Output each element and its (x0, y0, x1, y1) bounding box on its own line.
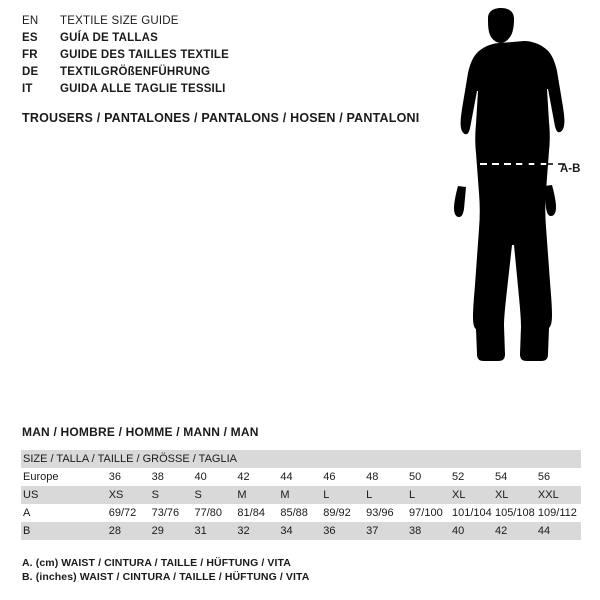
cell-b-8: 40 (451, 525, 465, 537)
table-header-label: SIZE / TALLA / TAILLE / GRÖSSE / TAGLIA (23, 453, 237, 465)
cell-b-2: 31 (194, 525, 207, 537)
language-row-en (22, 15, 362, 32)
cell-us-6: L (366, 489, 373, 501)
language-row-it (22, 83, 362, 100)
figure-container (400, 8, 600, 408)
language-code-de: DE (22, 66, 39, 78)
cell-europe-8: 52 (451, 471, 465, 483)
size-chart-table (21, 450, 581, 540)
footnote-b: B. (inches) WAIST / CINTURA / TAILLE / HÜFTUNG / VITA (22, 571, 310, 583)
cell-europe-9: 54 (494, 471, 508, 483)
cell-us-10: XXL (537, 489, 559, 501)
cell-europe-10: 56 (537, 471, 551, 483)
cell-a-6: 93/96 (366, 507, 394, 519)
cell-us-0: XS (108, 489, 124, 501)
language-text-fr: GUIDE DES TAILLES TEXTILE (60, 49, 229, 61)
footnote-a: A. (cm) WAIST / CINTURA / TAILLE / HÜFTUNG / VITA (22, 557, 291, 569)
table-row (21, 486, 581, 504)
cell-us-1: S (151, 489, 159, 501)
page-title: TROUSERS / PANTALONES / PANTALONS / HOSEN / PANTALONI (22, 111, 420, 125)
table-row (21, 468, 581, 486)
row-label-a: A (23, 507, 31, 519)
cell-a-2: 77/80 (194, 507, 223, 519)
cell-b-5: 36 (323, 525, 336, 537)
language-row-fr (22, 49, 362, 66)
cell-us-3: M (237, 489, 247, 501)
table-row (21, 504, 581, 522)
cell-europe-1: 38 (151, 471, 164, 483)
cell-a-10: 109/112 (537, 507, 577, 519)
language-text-en: TEXTILE SIZE GUIDE (60, 15, 179, 27)
cell-a-4: 85/88 (280, 507, 308, 519)
table-header-row (21, 450, 581, 468)
cell-us-7: L (409, 489, 416, 501)
cell-a-9: 105/108 (494, 507, 535, 519)
cell-b-3: 32 (237, 525, 250, 537)
language-row-es (22, 32, 362, 49)
language-text-de: TEXTILGRÖßENFÜHRUNG (60, 66, 211, 78)
row-label-europe: Europe (23, 471, 59, 483)
measure-label-ab: A-B (560, 163, 581, 175)
language-code-it: IT (22, 83, 33, 95)
cell-europe-2: 40 (194, 471, 207, 483)
cell-b-0: 28 (108, 525, 121, 537)
language-row-de (22, 66, 362, 83)
cell-europe-6: 48 (366, 471, 379, 483)
cell-europe-3: 42 (237, 471, 250, 483)
language-header (22, 15, 362, 100)
male-silhouette-icon (400, 8, 600, 408)
row-label-us: US (23, 489, 39, 501)
language-code-en: EN (22, 15, 39, 27)
cell-europe-0: 36 (108, 471, 121, 483)
cell-us-2: S (194, 489, 202, 501)
cell-b-6: 37 (366, 525, 379, 537)
cell-a-1: 73/76 (151, 507, 180, 519)
table-row (21, 522, 581, 540)
cell-a-7: 97/100 (409, 507, 443, 519)
footnotes (22, 556, 309, 584)
row-label-b: B (23, 525, 31, 537)
cell-europe-7: 50 (409, 471, 422, 483)
cell-us-4: M (280, 489, 290, 501)
cell-us-8: XL (451, 489, 466, 501)
cell-europe-5: 46 (323, 471, 336, 483)
language-code-fr: FR (22, 49, 38, 61)
cell-us-5: L (323, 489, 330, 501)
cell-b-7: 38 (409, 525, 422, 537)
language-text-es: GUÍA DE TALLAS (60, 32, 158, 44)
language-code-es: ES (22, 32, 38, 44)
cell-a-5: 89/92 (323, 507, 351, 519)
cell-b-4: 34 (280, 525, 293, 537)
cell-a-3: 81/84 (237, 507, 265, 519)
man-section-title: MAN / HOMBRE / HOMME / MANN / MAN (22, 425, 259, 439)
cell-europe-4: 44 (280, 471, 293, 483)
cell-a-8: 101/104 (451, 507, 492, 519)
cell-b-1: 29 (151, 525, 164, 537)
cell-us-9: XL (494, 489, 509, 501)
language-text-it: GUIDA ALLE TAGLIE TESSILI (60, 83, 226, 95)
cell-b-9: 42 (494, 525, 508, 537)
cell-b-10: 44 (537, 525, 551, 537)
cell-a-0: 69/72 (108, 507, 137, 519)
